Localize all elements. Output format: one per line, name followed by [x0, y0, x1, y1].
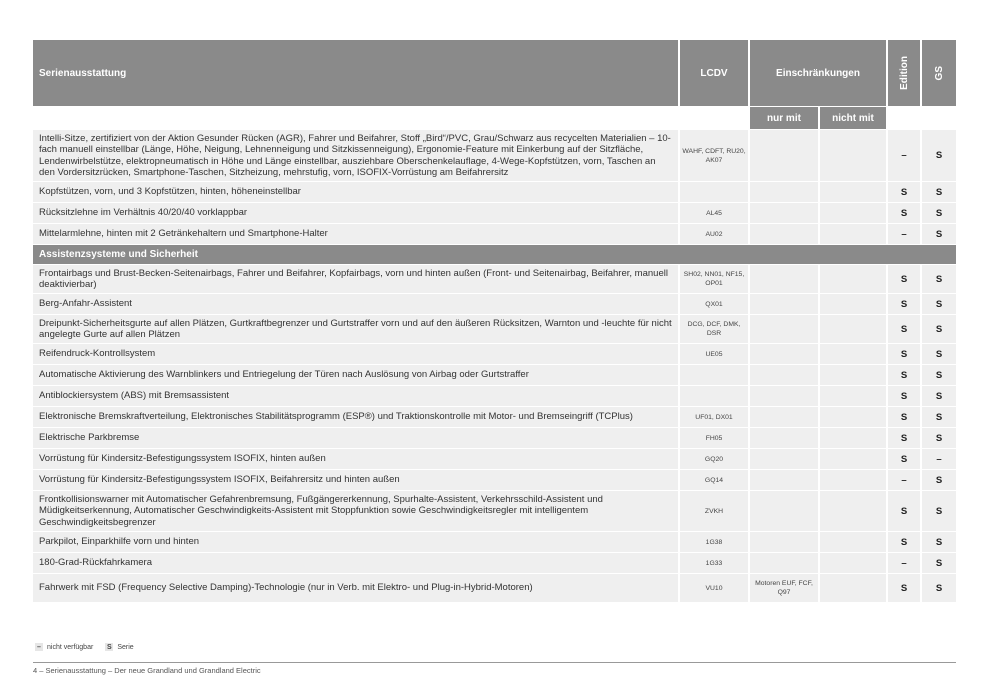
header-nur-mit: nur mit: [750, 107, 820, 129]
row-gs-mark: S: [922, 574, 956, 602]
row-nur-mit: [750, 265, 820, 293]
row-nur-mit: [750, 294, 820, 314]
table-row: [33, 265, 956, 294]
row-edition-mark: S: [888, 386, 922, 406]
header-gs: [922, 40, 956, 106]
row-nur-mit: [750, 470, 820, 490]
row-gs-mark: S: [922, 365, 956, 385]
header-edition: [888, 40, 922, 106]
legend: [35, 643, 134, 651]
row-gs-mark: S: [922, 407, 956, 427]
row-nur-mit: [750, 553, 820, 573]
row-gs-mark: –: [922, 449, 956, 469]
table-row: [33, 428, 956, 449]
row-gs-mark: S: [922, 203, 956, 223]
row-description: Dreipunkt-Sicherheitsgurte auf allen Plätzen, Gurtkraftbegrenzer und Gurtstraffer vorn und auf den äußeren Rücksitzen, Warnton und -leuchte für nicht angelegte Gurte auf allen Plätzen: [33, 315, 680, 343]
equipment-table: [33, 40, 956, 603]
row-nicht-mit: [820, 386, 888, 406]
row-lcdv-code: QX01: [680, 294, 750, 314]
row-nur-mit: [750, 130, 820, 181]
row-nicht-mit: [820, 407, 888, 427]
table-row: [33, 224, 956, 245]
table-row: [33, 470, 956, 491]
row-description: Vorrüstung für Kindersitz-Befestigungssystem ISOFIX, hinten außen: [33, 449, 680, 469]
row-description: Elektrische Parkbremse: [33, 428, 680, 448]
row-edition-mark: S: [888, 265, 922, 293]
row-gs-mark: S: [922, 470, 956, 490]
row-edition-mark: –: [888, 470, 922, 490]
row-description: Antiblockiersystem (ABS) mit Bremsassistent: [33, 386, 680, 406]
table-row: [33, 130, 956, 182]
header-einschraenkungen: Einschränkungen: [750, 40, 888, 106]
row-lcdv-code: [680, 365, 750, 385]
table-row: [33, 553, 956, 574]
table-row: [33, 532, 956, 553]
subheader-blank: [888, 107, 922, 129]
row-edition-mark: S: [888, 407, 922, 427]
table-row: [33, 449, 956, 470]
row-description: Rücksitzlehne im Verhältnis 40/20/40 vorklappbar: [33, 203, 680, 223]
table-subheader: [33, 107, 956, 130]
row-description: Intelli-Sitze, zertifiziert von der Aktion Gesunder Rücken (AGR), Fahrer und Beifahrer, Stoff „Bird“/PVC, Grau/Schwarz aus recycelten Materialien – 10-fach manuell einstellbar (Länge, Höhe, Neigung, Lehnenneigung und Sitzkissenneigung), Ergonomie-Feature mit Einkerbung auf der Sitzfläche, Lendenwirbelstütze, elektropneumatisch in Höhe und Länge einstellbar, ausziehbare Oberschenkelauflage, 4-Wege-Kopfstützen, vorn, Taschen an den Vordersitzrücken, Smartphone-Taschen, Sitzheizung, mehrstufig, vorn, ISOFIX-Vorrüstung am Beifahrersitz: [33, 130, 680, 181]
row-nicht-mit: [820, 315, 888, 343]
row-lcdv-code: AL45: [680, 203, 750, 223]
table-row: [33, 386, 956, 407]
row-nur-mit: [750, 344, 820, 364]
row-nur-mit: [750, 428, 820, 448]
table-row: [33, 491, 956, 532]
row-description: Kopfstützen, vorn, und 3 Kopfstützen, hinten, höheneinstellbar: [33, 182, 680, 202]
row-edition-mark: S: [888, 344, 922, 364]
row-edition-mark: S: [888, 574, 922, 602]
table-row: [33, 182, 956, 203]
row-lcdv-code: VU10: [680, 574, 750, 602]
row-nicht-mit: [820, 344, 888, 364]
row-edition-mark: –: [888, 130, 922, 181]
row-gs-mark: S: [922, 265, 956, 293]
row-nur-mit: [750, 532, 820, 552]
row-description: Berg-Anfahr-Assistent: [33, 294, 680, 314]
row-nur-mit: [750, 407, 820, 427]
row-nicht-mit: [820, 428, 888, 448]
row-nur-mit: [750, 365, 820, 385]
row-gs-mark: S: [922, 344, 956, 364]
row-nur-mit: Motoren EUF, FCF, Q97: [750, 574, 820, 602]
table-row: [33, 344, 956, 365]
row-nicht-mit: [820, 130, 888, 181]
row-gs-mark: S: [922, 315, 956, 343]
row-nicht-mit: [820, 470, 888, 490]
header-nicht-mit: nicht mit: [820, 107, 888, 129]
row-nur-mit: [750, 315, 820, 343]
row-gs-mark: S: [922, 386, 956, 406]
row-description: Mittelarmlehne, hinten mit 2 Getränkehaltern und Smartphone-Halter: [33, 224, 680, 244]
row-gs-mark: S: [922, 553, 956, 573]
row-gs-mark: S: [922, 182, 956, 202]
section-assistenzsysteme: Assistenzsysteme und Sicherheit: [33, 245, 956, 265]
table-header: [33, 40, 956, 107]
legend-s-text: Serie: [117, 643, 134, 651]
row-gs-mark: S: [922, 224, 956, 244]
row-description: Fahrwerk mit FSD (Frequency Selective Damping)-Technologie (nur in Verb. mit Elektro- und Plug-in-Hybrid-Motoren): [33, 574, 680, 602]
subheader-blank: [680, 107, 750, 129]
table-row: [33, 203, 956, 224]
table-row: [33, 574, 956, 603]
row-description: Vorrüstung für Kindersitz-Befestigungssystem ISOFIX, Beifahrersitz und hinten außen: [33, 470, 680, 490]
legend-dash-symbol: –: [35, 643, 43, 651]
row-nur-mit: [750, 224, 820, 244]
footer-divider: [33, 662, 956, 663]
page-footer: 4 – Serienausstattung – Der neue Grandland und Grandland Electric: [33, 666, 261, 675]
row-nicht-mit: [820, 449, 888, 469]
row-edition-mark: S: [888, 203, 922, 223]
row-nicht-mit: [820, 532, 888, 552]
table-row: [33, 407, 956, 428]
header-lcdv: LCDV: [680, 40, 750, 106]
row-lcdv-code: GQ14: [680, 470, 750, 490]
subheader-blank: [33, 107, 680, 129]
row-edition-mark: S: [888, 182, 922, 202]
row-lcdv-code: 1G38: [680, 532, 750, 552]
row-lcdv-code: DCG, DCF, DMK, DSR: [680, 315, 750, 343]
row-nur-mit: [750, 449, 820, 469]
row-nur-mit: [750, 182, 820, 202]
assistance-rows: [33, 265, 956, 603]
row-lcdv-code: UE05: [680, 344, 750, 364]
row-nicht-mit: [820, 294, 888, 314]
row-lcdv-code: UF01, DX01: [680, 407, 750, 427]
row-gs-mark: S: [922, 130, 956, 181]
row-nicht-mit: [820, 491, 888, 531]
row-nur-mit: [750, 386, 820, 406]
table-row: [33, 315, 956, 344]
subheader-blank: [922, 107, 956, 129]
row-description: Frontairbags und Brust-Becken-Seitenairbags, Fahrer und Beifahrer, Kopfairbags, vorn und hinten außen (Front- und Seitenairbag, Beifahrer, manuell deaktivierbar): [33, 265, 680, 293]
legend-dash-text: nicht verfügbar: [47, 643, 94, 651]
row-lcdv-code: 1G33: [680, 553, 750, 573]
row-nicht-mit: [820, 365, 888, 385]
row-nicht-mit: [820, 182, 888, 202]
row-edition-mark: S: [888, 532, 922, 552]
table-row: [33, 365, 956, 386]
row-edition-mark: S: [888, 449, 922, 469]
row-edition-mark: S: [888, 491, 922, 531]
row-nicht-mit: [820, 224, 888, 244]
row-lcdv-code: WAHF, CDFT, RU20, AK07: [680, 130, 750, 181]
row-gs-mark: S: [922, 491, 956, 531]
header-gs-label: GS: [933, 65, 945, 81]
row-description: Elektronische Bremskraftverteilung, Elektronisches Stabilitätsprogramm (ESP®) und Traktionskontrolle mit Motor- und Bremseingriff (TCPlus): [33, 407, 680, 427]
row-nicht-mit: [820, 265, 888, 293]
row-edition-mark: –: [888, 553, 922, 573]
row-description: Reifendruck-Kontrollsystem: [33, 344, 680, 364]
row-nicht-mit: [820, 574, 888, 602]
row-nur-mit: [750, 203, 820, 223]
row-description: Automatische Aktivierung des Warnblinkers und Entriegelung der Türen nach Auslösung von Airbag oder Gurtstraffer: [33, 365, 680, 385]
header-serienausstattung: Serienausstattung: [33, 40, 680, 106]
legend-s-symbol: S: [106, 643, 112, 651]
row-lcdv-code: AU02: [680, 224, 750, 244]
row-edition-mark: S: [888, 294, 922, 314]
table-row: [33, 294, 956, 315]
row-lcdv-code: GQ20: [680, 449, 750, 469]
row-lcdv-code: [680, 182, 750, 202]
row-lcdv-code: [680, 386, 750, 406]
header-edition-label: Edition: [898, 56, 910, 90]
row-description: 180-Grad-Rückfahrkamera: [33, 553, 680, 573]
seating-rows: [33, 130, 956, 245]
row-lcdv-code: SH02, NN01, NF15, OP01: [680, 265, 750, 293]
row-description: Frontkollisionswarner mit Automatischer Gefahrenbremsung, Fußgängererkennung, Spurhalte-Assistent, Verkehrsschild-Assistent und Müdigkeitserkennung, Automatischer Geschwindigkeits-Assistent mit Stoppfunktion sowie Geschwindigkeitsregler mit intelligentem Geschwindigkeitsbegrenzer: [33, 491, 680, 531]
row-nicht-mit: [820, 553, 888, 573]
row-nur-mit: [750, 491, 820, 531]
row-edition-mark: –: [888, 224, 922, 244]
row-lcdv-code: ZVKH: [680, 491, 750, 531]
row-edition-mark: S: [888, 365, 922, 385]
row-edition-mark: S: [888, 428, 922, 448]
row-nicht-mit: [820, 203, 888, 223]
row-lcdv-code: FH05: [680, 428, 750, 448]
row-gs-mark: S: [922, 294, 956, 314]
row-gs-mark: S: [922, 428, 956, 448]
row-description: Parkpilot, Einparkhilfe vorn und hinten: [33, 532, 680, 552]
row-gs-mark: S: [922, 532, 956, 552]
row-edition-mark: S: [888, 315, 922, 343]
